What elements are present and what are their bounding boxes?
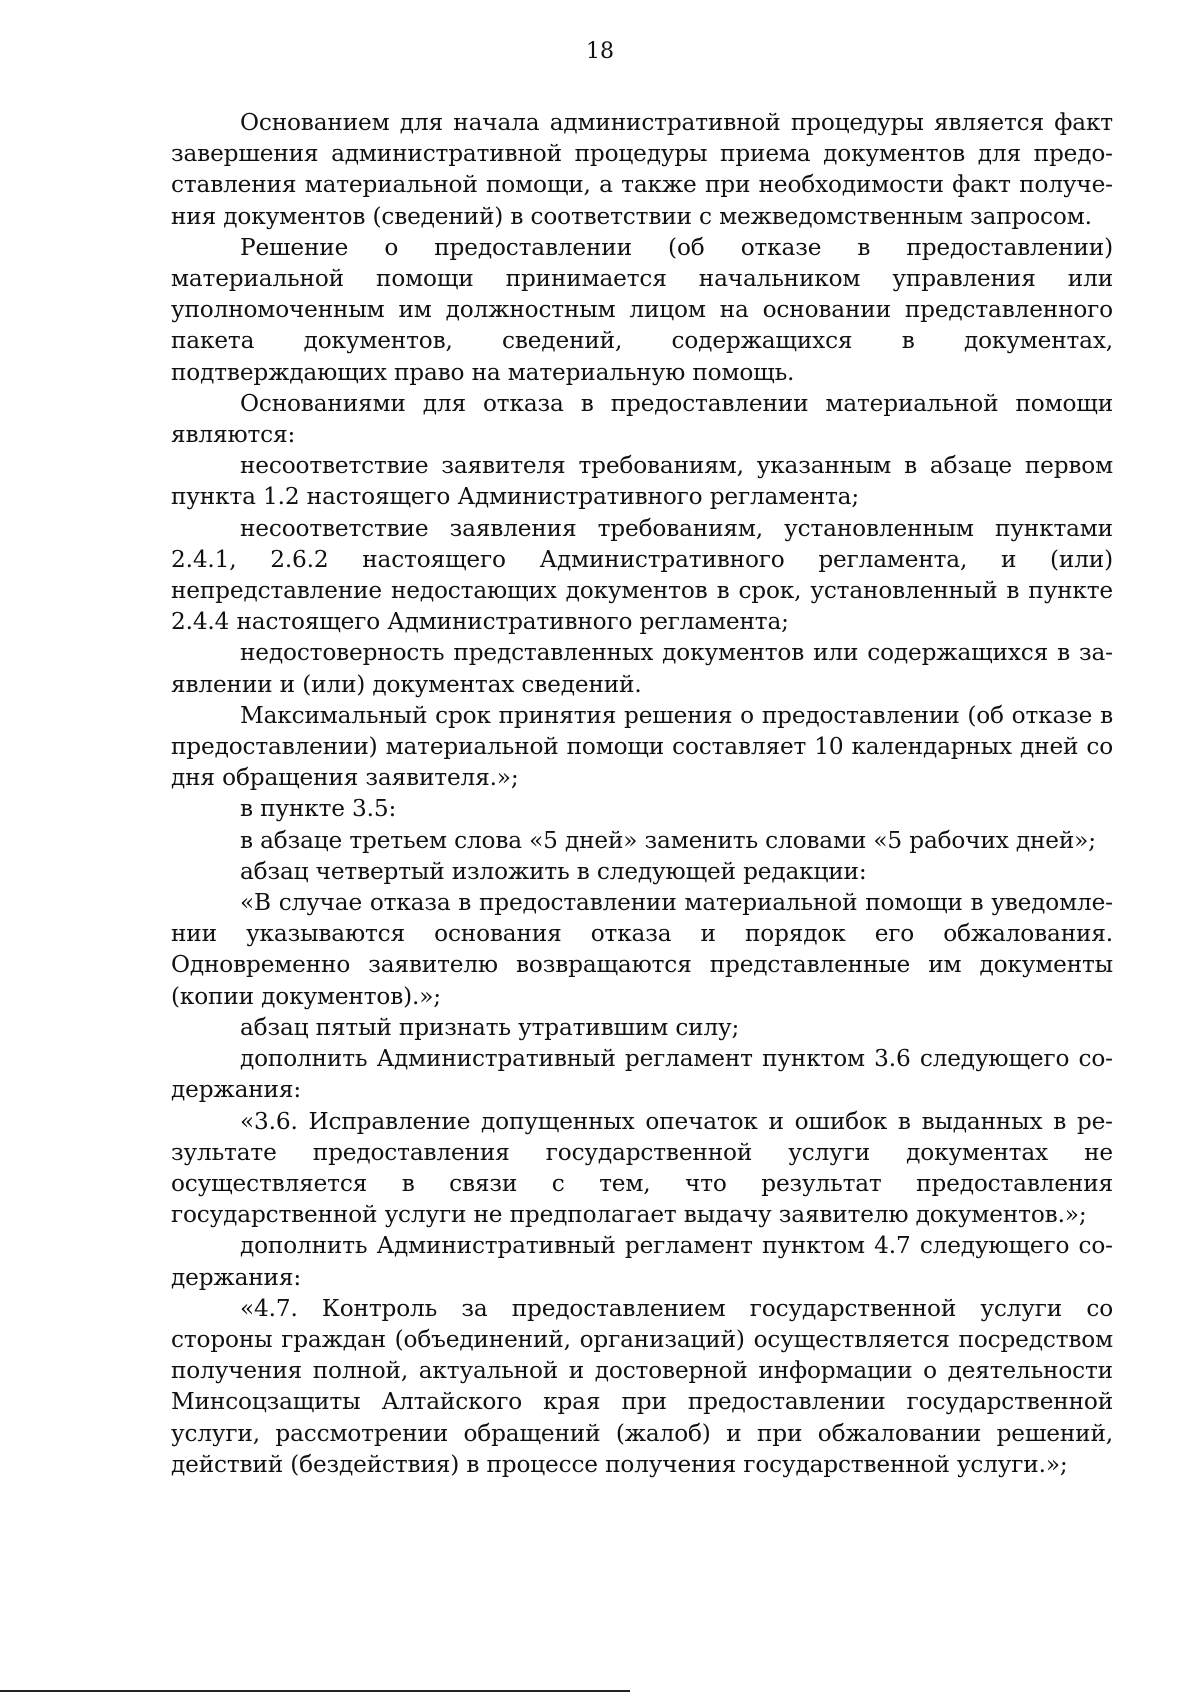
scan-edge-line (0, 1690, 630, 1692)
paragraph-add-3-6: дополнить Административный регламент пунктом 3.6 следующего содержания: (171, 1045, 1113, 1104)
document-body (171, 107, 1113, 1480)
paragraph-clause-3-6: «3.6. Исправление допущенных опечаток и ошибок в выданных в результате предоставления государственной услуги документах не осуществляется в связи с тем, что результат предоставления государственной услуги не предполагает выдачу заявителю документов.»; (171, 1107, 1113, 1229)
paragraph-add-4-7: дополнить Административный регламент пунктом 4.7 следующего содержания: (171, 1232, 1113, 1291)
paragraph-refusal-item-2: несоответствие заявления требованиям, установленным пунктами 2.4.1, 2.6.2 настоящего Административного регламента, и (или) непредставление недостающих документов в срок, установленный в пункте 2.4.4 настоящего Административного регламента; (171, 514, 1113, 636)
paragraph-fourth-abzac: абзац четвертый изложить в следующей редакции: (240, 857, 867, 885)
page-number: 18 (586, 39, 614, 64)
paragraph-refusal-item-1: несоответствие заявителя требованиям, указанным в абзаце первом пункта 1.2 настоящего Административного регламента; (171, 452, 1113, 511)
paragraph-fifth-abzac: абзац пятый признать утратившим силу; (240, 1013, 740, 1041)
paragraph-grounds-start: Основанием для начала административной процедуры является факт завершения административной процедуры приема документов для предоставления материальной помощи, а также при необходимости факт получения документов (сведений) в соответствии с межведомственным запросом. (171, 109, 1113, 230)
paragraph-max-term: Максимальный срок принятия решения о предоставлении (об отказе в предоставлении) материальной помощи составляет 10 календарных дней со дня обращения заявителя.»; (171, 701, 1113, 792)
paragraph-refusal-grounds: Основаниями для отказа в предоставлении материальной помощи являются: (171, 389, 1113, 449)
paragraph-clause-3-5: в пункте 3.5: (240, 795, 397, 823)
paragraph-clause-4-7: «4.7. Контроль за предоставлением государственной услуги со стороны граждан (объединений, организаций) осуществляется посредством получения полной, актуальной и достоверной информации о деятельности Минсоцзащиты Алтайского края при предоставлении государственной услуги, рассмотрении обращений (жалоб) и при обжаловании решений, действий (бездействия) в процессе получения государственной услуги.»; (171, 1294, 1113, 1478)
paragraph-refusal-item-3: недостоверность представленных документов или содержащихся в заявлении и (или) документах сведений. (171, 639, 1113, 698)
paragraph-refusal-notice: «В случае отказа в предоставлении материальной помощи в уведомлении указываются основания отказа и порядок его обжалования. Одновременно заявителю возвращаются представленные им документы (копии документов).»; (171, 889, 1113, 1010)
paragraph-decision: Решение о предоставлении (об отказе в предоставлении) материальной помощи принимается начальником управления или уполномоченным им должностным лицом на основании представленного пакета документов, сведений, содержащихся в документах, подтверждающих право на материальную помощь. (171, 233, 1113, 386)
paragraph-third-abzac: в абзаце третьем слова «5 дней» заменить словами «5 рабочих дней»; (240, 826, 1096, 854)
